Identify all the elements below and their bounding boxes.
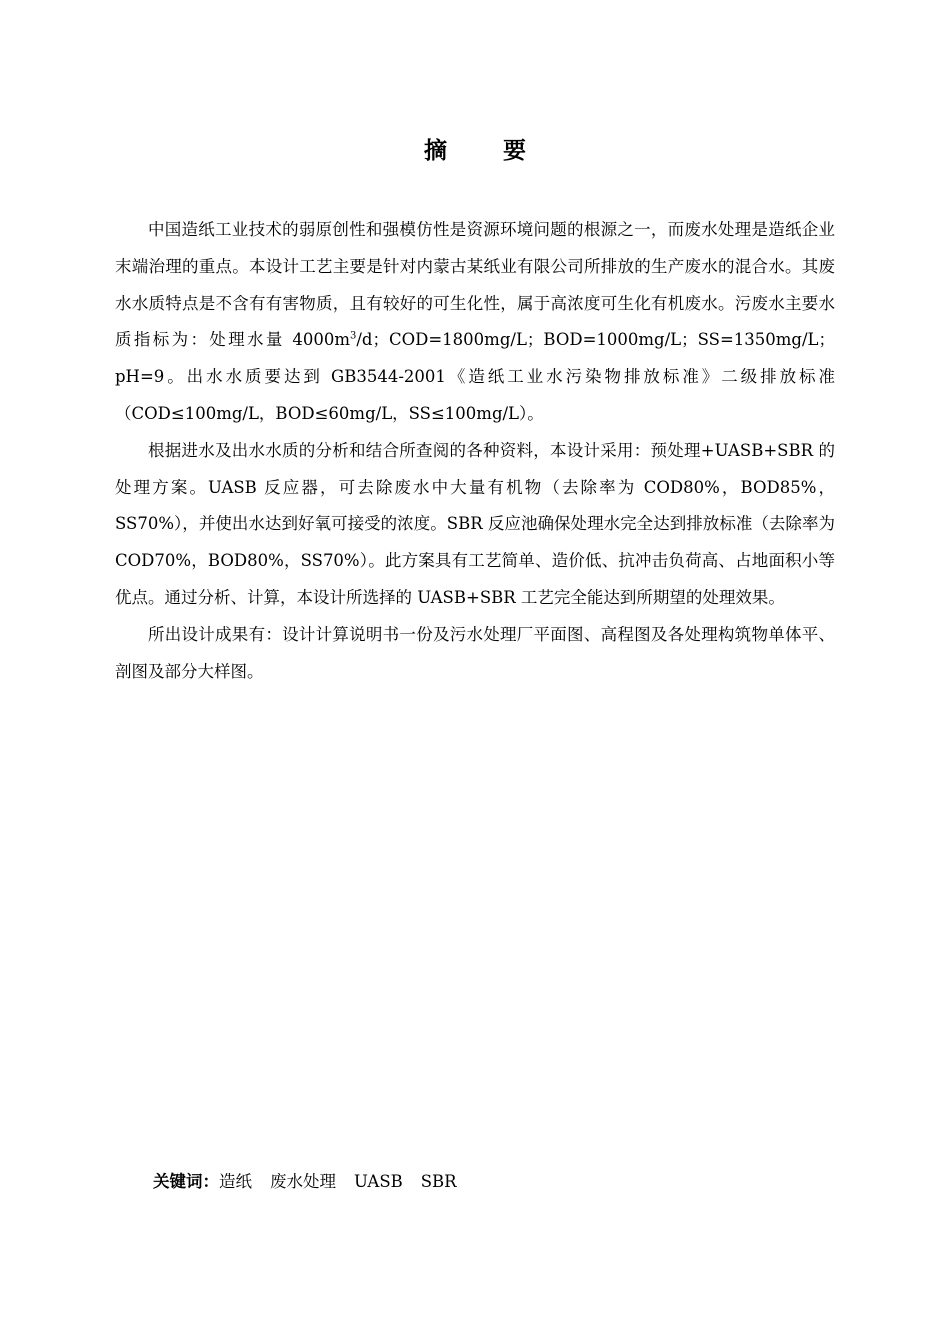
paragraph-1-text-b: /d；COD=1800mg/L；BOD=1000mg/L；SS=1350mg/L；pH=9。出水水质要达到 GB3544-2001《造纸工业水污染物排放标准》二级排放标准（COD≤100mg/L，BOD≤60mg/L，SS≤100mg/L）。 (115, 330, 835, 423)
keyword-item: SBR (420, 1172, 457, 1191)
paragraph-1-text-a: 中国造纸工业技术的弱原创性和强模仿性是资源环境问题的根源之一，而废水处理是造纸企业末端治理的重点。本设计工艺主要是针对内蒙古某纸业有限公司所排放的生产废水的混合水。其废水水质特点是不含有有害物质，且有较好的可生化性，属于高浓度可生化有机废水。污废水主要水质指标为：处理水量 4000m (115, 220, 835, 350)
superscript-cubic: 3 (349, 330, 357, 342)
keyword-item: 废水处理 (270, 1172, 336, 1191)
abstract-body (115, 212, 835, 690)
keywords-line (153, 1166, 475, 1198)
keyword-item: 造纸 (219, 1172, 252, 1191)
abstract-paragraph-2: 根据进水及出水水质的分析和结合所查阅的各种资料，本设计采用：预处理+UASB+SBR 的处理方案。UASB 反应器，可去除废水中大量有机物（去除率为 COD80%，BOD85%，SS70%），并使出水达到好氧可接受的浓度。SBR 反应池确保处理水完全达到排放标准（去除率为 COD70%，BOD80%，SS70%）。此方案具有工艺简单、造价低、抗冲击负荷高、占地面积小等优点。通过分析、计算，本设计所选择的 UASB+SBR 工艺完全能达到所期望的处理效果。 (115, 440, 835, 607)
abstract-paragraph-1 (115, 212, 835, 433)
abstract-paragraph-3: 所出设计成果有：设计计算说明书一份及污水处理厂平面图、高程图及各处理构筑物单体平、剖图及部分大样图。 (115, 624, 835, 681)
keywords-label: 关键词： (153, 1172, 219, 1191)
abstract-title: 摘 要 (423, 137, 550, 164)
keyword-item: UASB (354, 1172, 403, 1191)
